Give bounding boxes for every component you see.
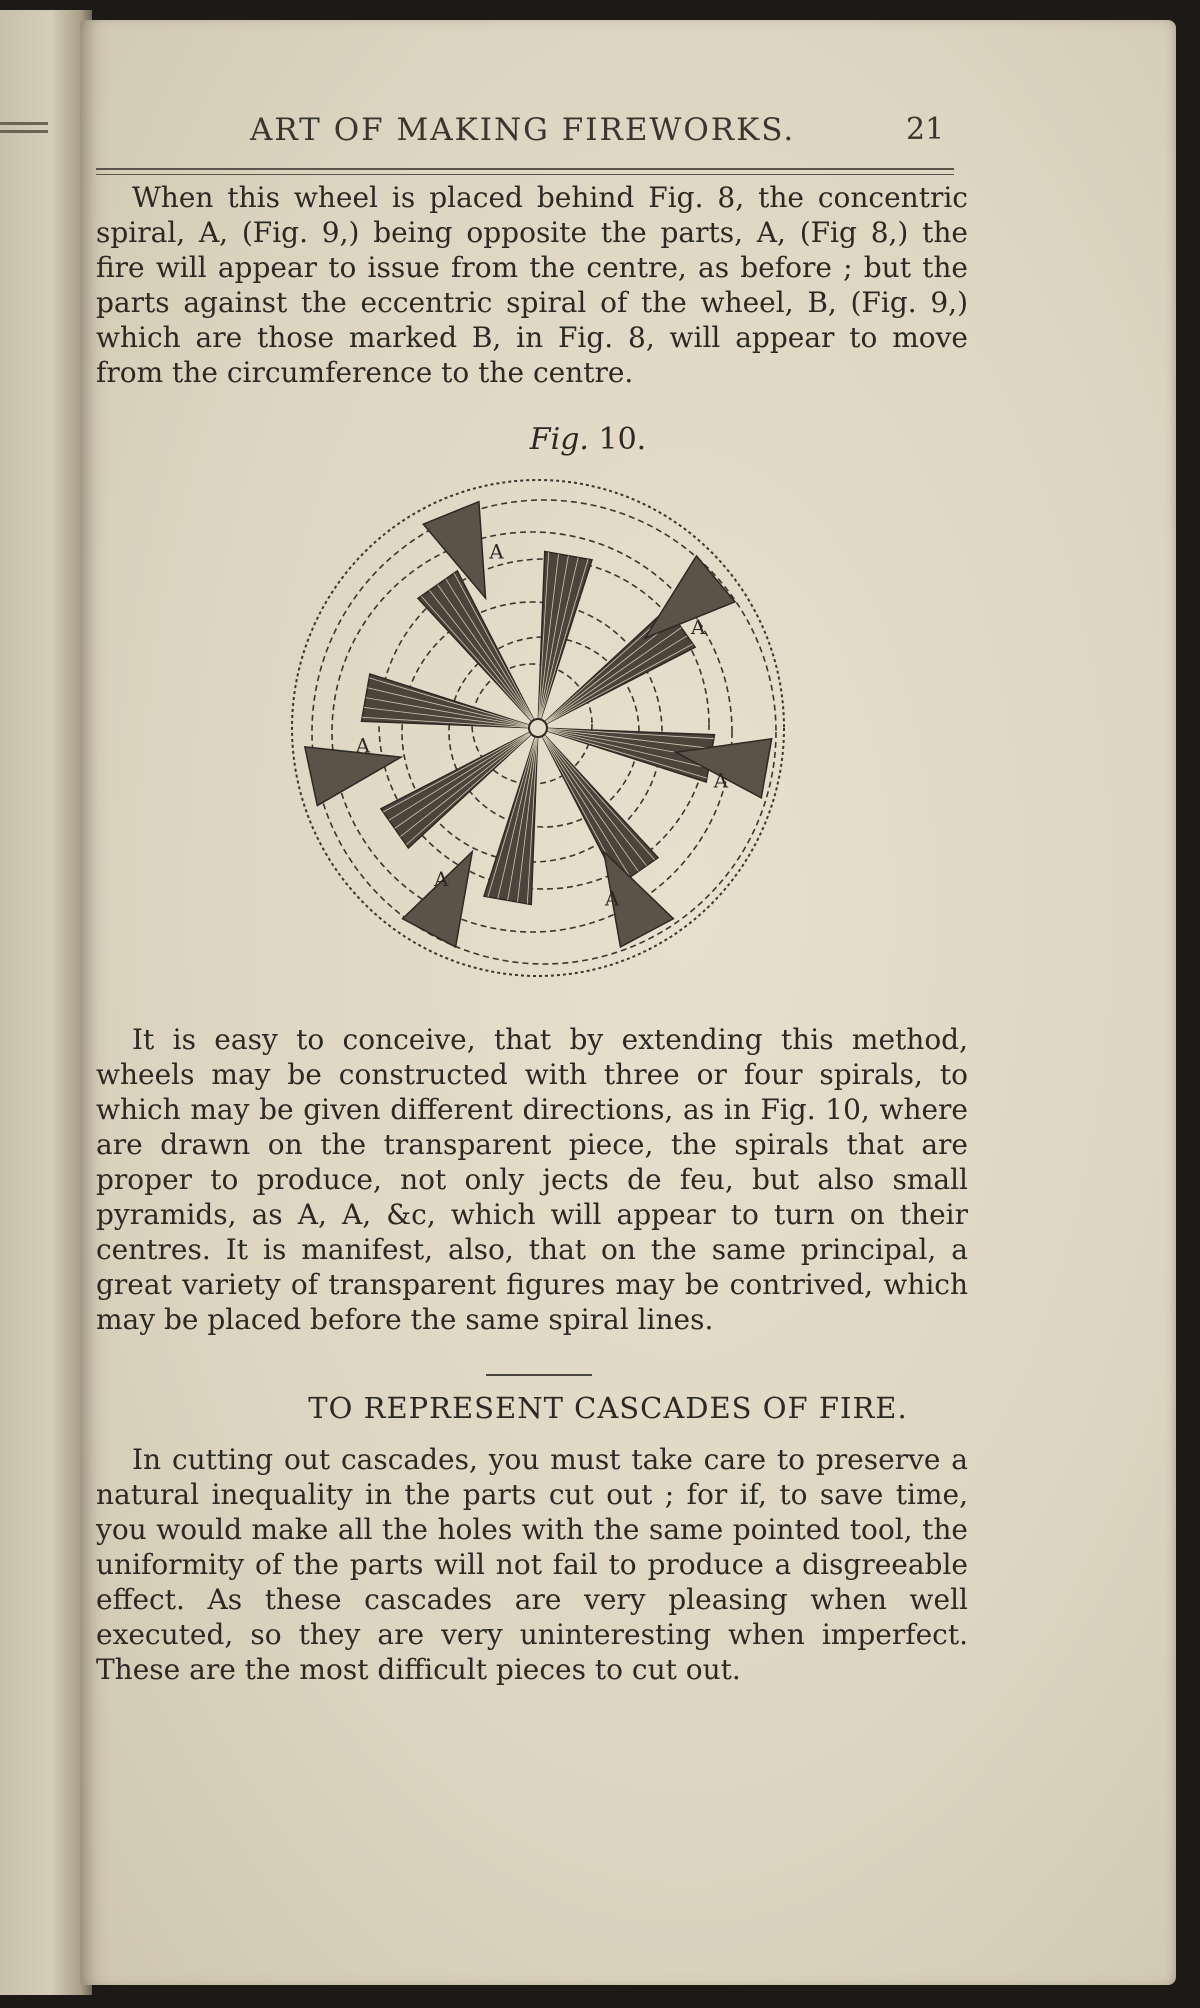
cascades-paragraph: In cutting out cascades, you must take care to preserve a natural inequality in the parts cut out ; for if, to save time, you would make all the holes with the same pointed tool, the uniformity of the parts will not fail to produce a disgreeable effect. As these cascades are very pleasing when well executed, so they are very uninteresting when imperfect. These are the most difficult pieces to cut out. [96,1443,968,1686]
explanation-paragraph: It is easy to conceive, that by extending this method, wheels may be constructed with three or four spirals, to which may be given different directions, as in Fig. 10, where are drawn on the transparent piece, the spirals that are proper to produce, not only jects de feu, but also small pyramids, as A, A, &c, which will appear to turn on their centres. It is manifest, also, that on the same principal, a great variety of transparent figures may be contrived, which may be placed before the same spiral lines. [96,1023,968,1336]
figure-caption-number: 10. [598,422,647,457]
pyramid-label: A [713,768,729,793]
fig-10-wheel-illustration [280,460,800,1000]
facing-page-edge [0,10,92,1995]
section-divider [486,1374,592,1376]
header-rule [96,168,954,170]
pyramid-label: A [690,615,706,640]
pyramid-label: A [355,733,371,758]
intro-paragraph: When this wheel is placed behind Fig. 8, the concentric spiral, A, (Fig. 9,) being opposite the parts, A, (Fig 8,) the fire will appear to issue from the centre, as before ; but the parts against the eccentric spiral of the wheel, B, (Fig. 9,) which are those marked B, in Fig. 8, will appear to move from the circumference to the centre. [96,181,968,389]
facing-page-rule [0,122,48,125]
pyramid-label: A [434,866,449,891]
pyramid-label: A [604,886,620,911]
pyramid-label: A [489,539,504,564]
header-rule-thin [96,174,954,175]
page-number: 21 [906,112,945,147]
running-head-title: ART OF MAKING FIREWORKS. [250,112,796,148]
figure-caption-prefix: Fig. [529,422,589,457]
figure-caption [80,422,1176,457]
pyramid-marker [305,747,401,806]
book-page [80,20,1176,1985]
section-heading: TO REPRESENT CASCADES OF FIRE. [308,1391,908,1425]
running-head [80,112,1176,162]
